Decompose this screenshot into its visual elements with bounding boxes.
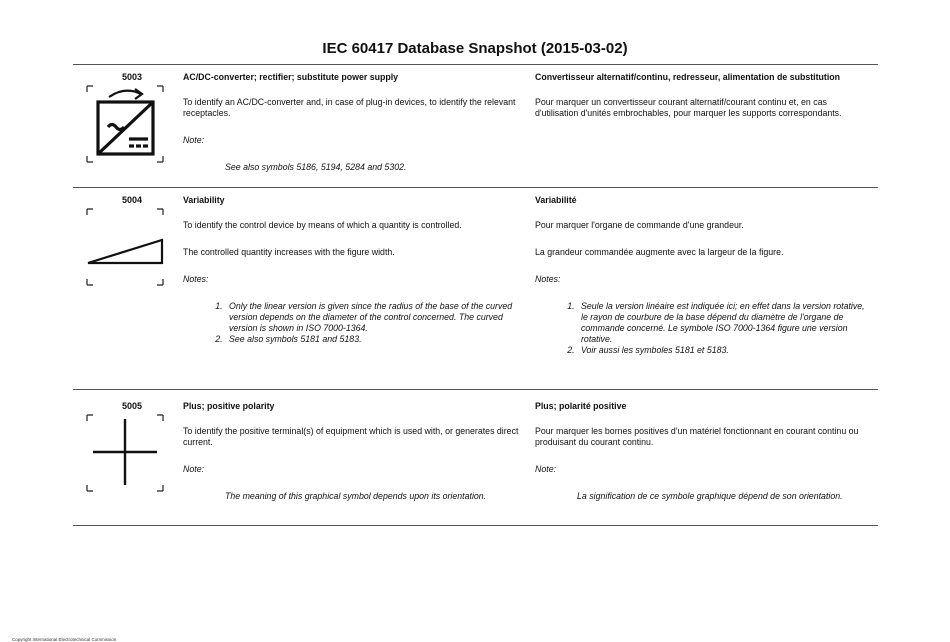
- note-item: 1. Seule la version linéaire est indiquée ici; en effet dans la version rotative, le rayon de courbure de la base dépend du diamètre de l'organe de commande concerné. Le symbole ISO 7000-1364 figure une version rotative.: [577, 301, 870, 345]
- english-title: Plus; positive polarity: [183, 401, 275, 411]
- notes-list: [183, 301, 523, 345]
- symbol-entry-5005: [73, 389, 878, 525]
- note-text: La signification de ce symbole graphique dépend de son orientation.: [577, 491, 843, 501]
- note-item: 2. See also symbols 5181 and 5183.: [225, 334, 523, 345]
- french-description: Pour marquer l'organe de commande d'une grandeur.: [535, 220, 744, 230]
- note-label: Note:: [183, 464, 205, 474]
- french-column: [535, 72, 870, 135]
- note-label: Notes:: [535, 274, 561, 284]
- french-title: Convertisseur alternatif/continu, redresseur, alimentation de substitution: [535, 72, 841, 82]
- english-title: AC/DC-converter; rectifier; substitute power supply: [183, 72, 399, 82]
- english-description: To identify an AC/DC-converter and, in case of plug-in devices, to identify the relevant receptacles.: [183, 97, 516, 118]
- french-description: Pour marquer les bornes positives d'un matériel fonctionnant en courant continu ou produisant du courant continu.: [535, 426, 859, 447]
- french-title: Variabilité: [535, 195, 577, 205]
- english-description: To identify the positive terminal(s) of equipment which is used with, or generates direct current.: [183, 426, 519, 447]
- note-item: 2. Voir aussi les symboles 5181 et 5183.: [577, 345, 870, 356]
- french-column: [535, 401, 870, 502]
- french-title: Plus; polarité positive: [535, 401, 627, 411]
- symbol-entry-5004: [73, 187, 878, 389]
- english-column: [183, 72, 523, 173]
- english-column: [183, 401, 523, 502]
- english-title: Variability: [183, 195, 225, 205]
- symbol-number: 5004: [121, 195, 143, 205]
- note-label: Note:: [535, 464, 557, 474]
- variability-symbol: [85, 207, 165, 287]
- french-column: [535, 195, 870, 356]
- note-label: Notes:: [183, 274, 209, 284]
- note-label: Note:: [183, 135, 205, 145]
- ac-dc-converter-symbol: [85, 84, 165, 164]
- symbol-number: 5005: [121, 401, 143, 411]
- french-extra: La grandeur commandée augmente avec la largeur de la figure.: [535, 247, 784, 257]
- english-column: [183, 195, 523, 345]
- note-item: 1. Only the linear version is given since the radius of the base of the curved version depends on the diameter of the control concerned. The curved version is shown in ISO 7000-1364.: [225, 301, 523, 334]
- french-description: Pour marquer un convertisseur courant alternatif/courant continu et, en cas d'utilisation d'unités embrochables, pour marquer les supports correspondants.: [535, 97, 842, 118]
- note-text: The meaning of this graphical symbol depends upon its orientation.: [225, 491, 487, 501]
- divider: [73, 525, 878, 526]
- note-text: See also symbols 5186, 5194, 5284 and 5302.: [225, 162, 407, 172]
- page-title: IEC 60417 Database Snapshot (2015-03-02): [322, 40, 628, 57]
- symbol-entry-5003: [73, 64, 878, 188]
- symbol-number: 5003: [121, 72, 143, 82]
- plus-symbol: [85, 413, 165, 493]
- copyright-notice: Copyright International Electrotechnical Commission: [12, 637, 117, 642]
- notes-list: [535, 301, 870, 356]
- english-extra: The controlled quantity increases with the figure width.: [183, 247, 395, 257]
- english-description: To identify the control device by means of which a quantity is controlled.: [183, 220, 462, 230]
